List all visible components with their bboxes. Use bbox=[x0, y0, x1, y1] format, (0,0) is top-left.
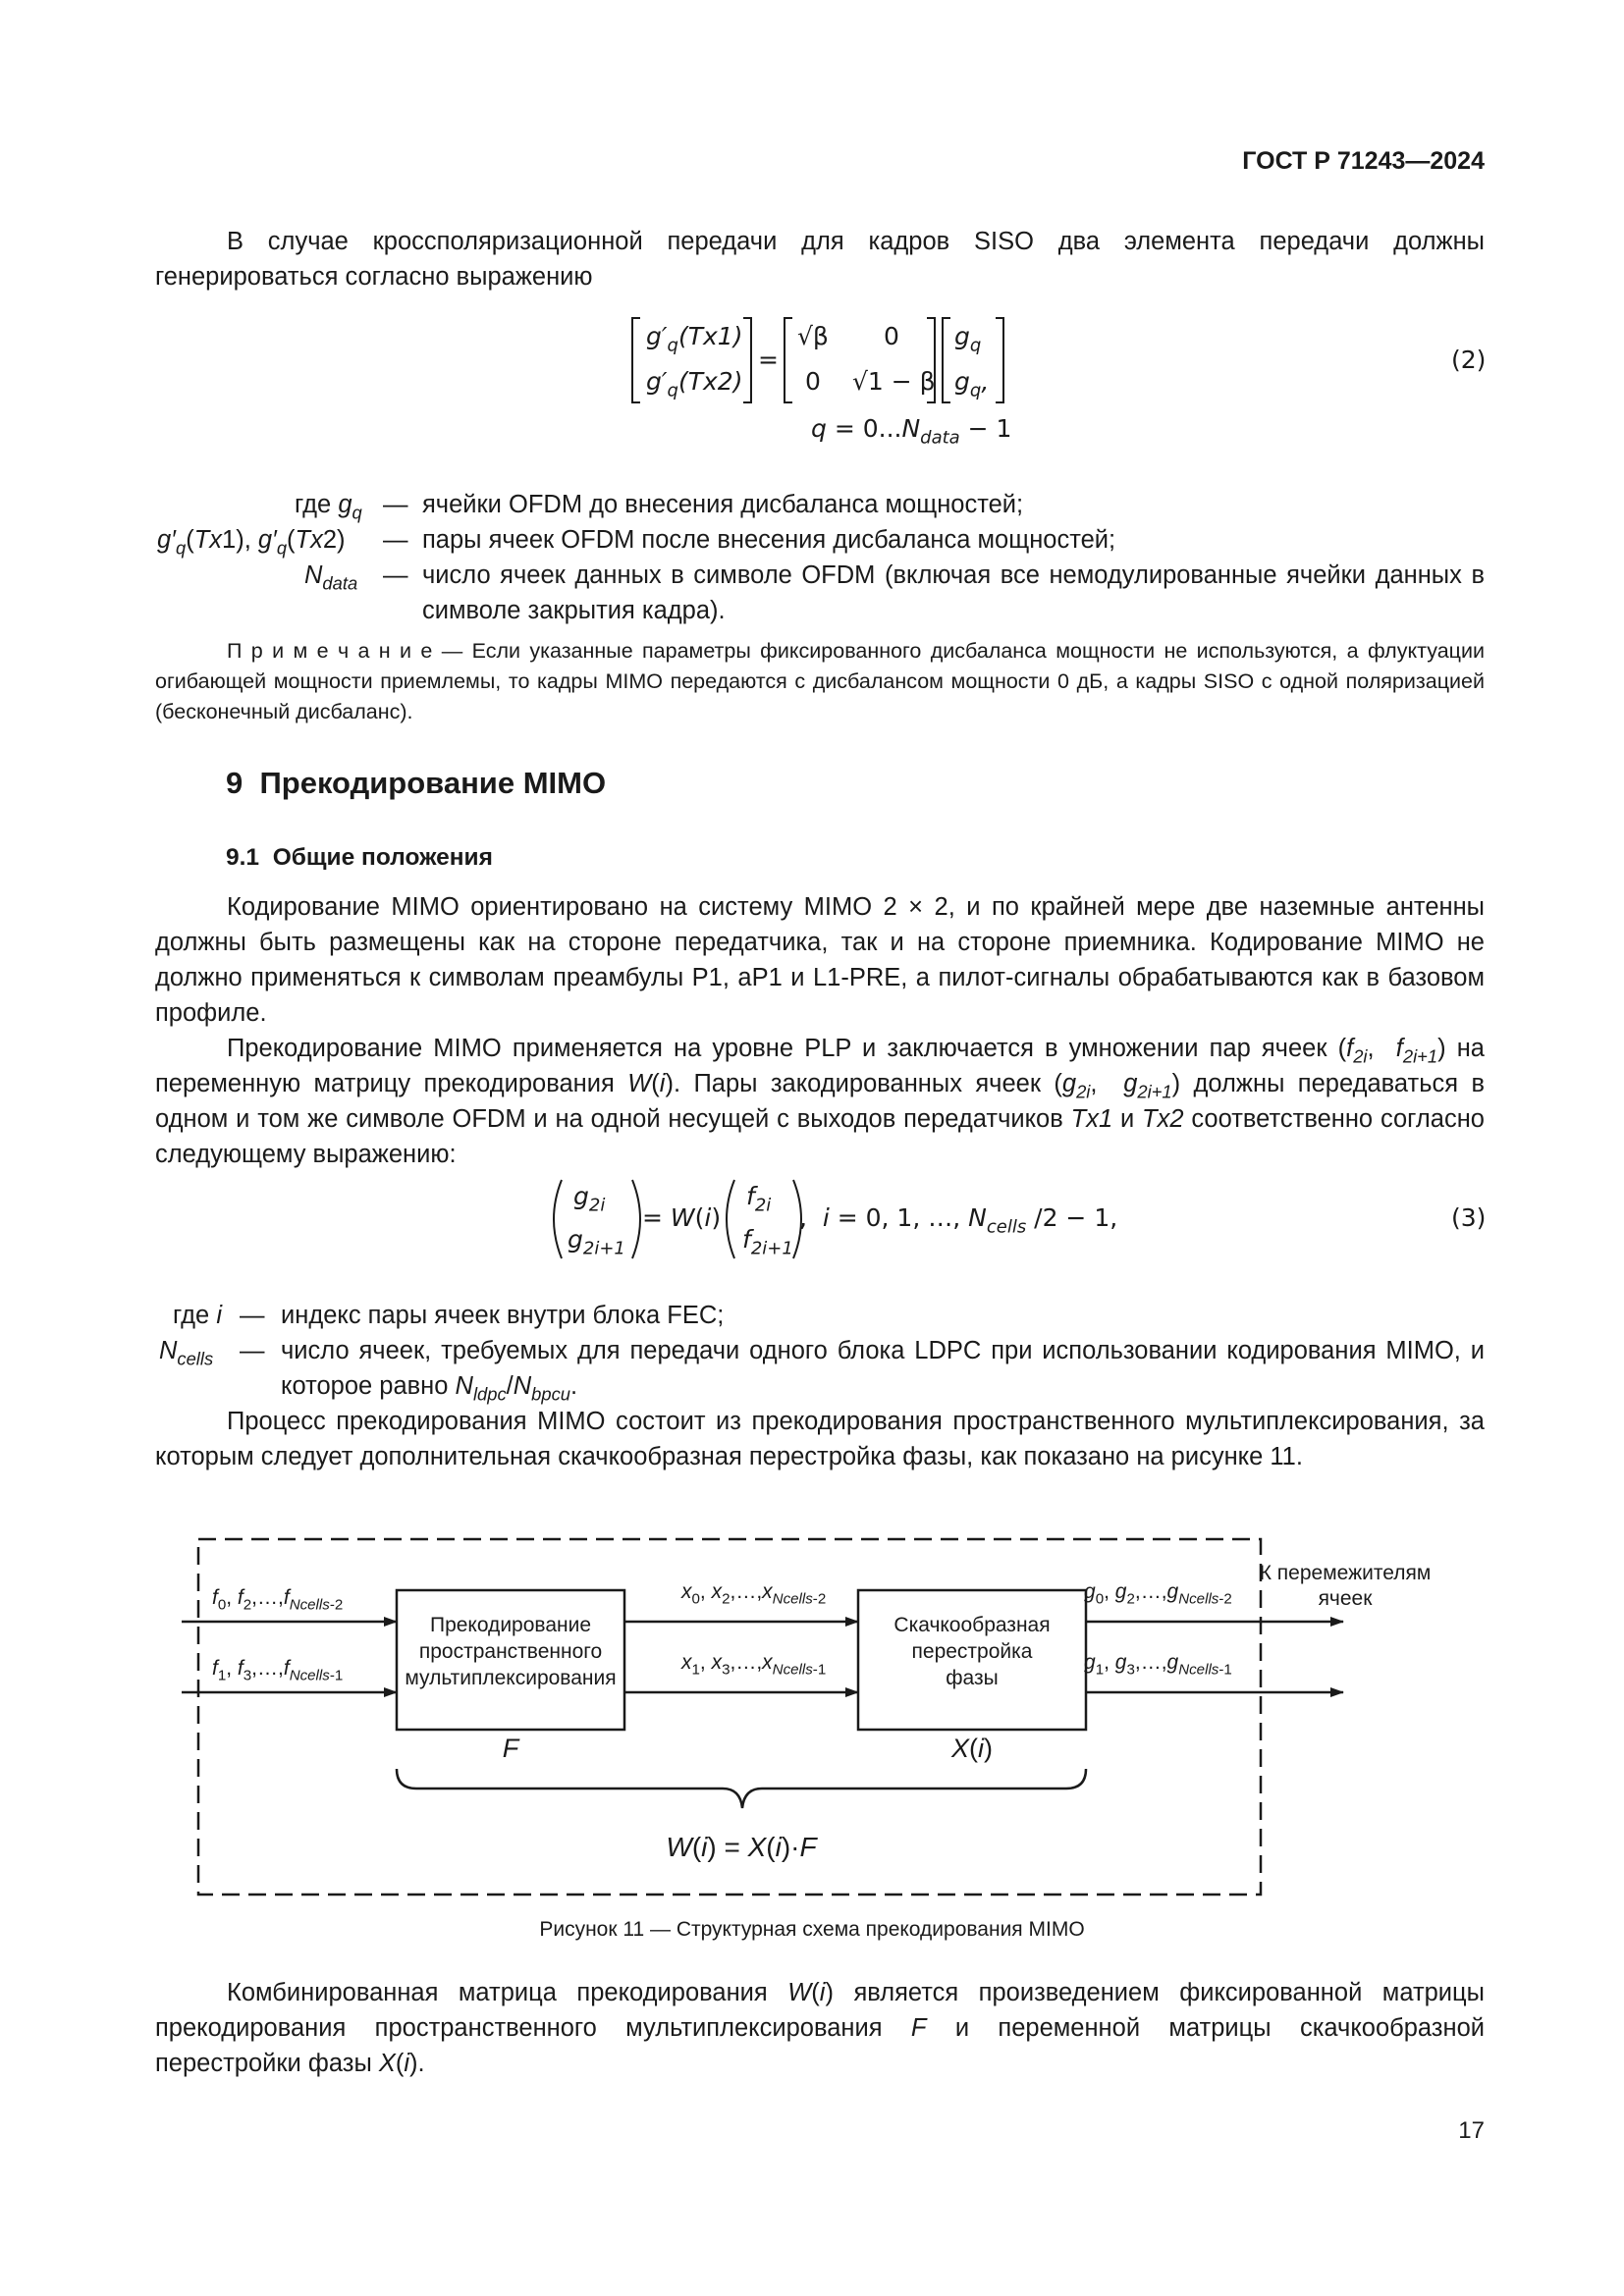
def-ndata-dash: — bbox=[383, 561, 408, 589]
page-number: 17 bbox=[1458, 2117, 1485, 2144]
paragraph-process: Процесс прекодирования MIMO состоит из прекодирования пространственного мультиплексирования, за которым следует дополнительная скачкообразная перестройка фазы, как показано на рисунке 11. bbox=[155, 1408, 1485, 1470]
eq2-m12: 0 bbox=[884, 322, 899, 350]
def-gq-dash: — bbox=[383, 491, 408, 518]
def-gq-text: ячейки OFDM до внесения дисбаланса мощностей; bbox=[422, 491, 1024, 518]
section-heading: 9 Прекодирование MIMO bbox=[226, 766, 607, 800]
paragraph-mimo-intro: Кодирование MIMO ориентировано на систему MIMO 2 × 2, и по крайней мере две наземные антенны должны быть размещены как на стороне передатчика, так и на стороне приемника. Кодирование MIMO не должно применяться к символам преамбулы P1, aP1 и L1-PRE, а пилот-сигналы обрабатываются как в базовом профиле. Прекодирование MIMO применяется на уровне PLP и заключается в умножении пар ячеек ($f_{2i}$, $f_{2i+1}$) на переменную матрицу прекодирования W(i). Пары закодированных ячеек ($g_{2i}$, $g_{2i+1}$) должны передаваться в одном и том же символе OFDM и на одной несущей с выходов передатчиков Tx1 и Tx2 соответственно согласно следующему выражению: bbox=[155, 889, 1485, 1172]
eq2-range: $q = 0...N_{data} - 1$ bbox=[811, 414, 1012, 449]
def-ncells-term: $N_{cells}$ bbox=[159, 1337, 214, 1369]
eq2-number: (2) bbox=[1451, 346, 1487, 374]
label-input-top: $f_0$, $f_2,\dots,f_{Ncells-2}$ bbox=[212, 1586, 344, 1614]
eq3-rhs-bottom: $f_{2i+1}$ bbox=[742, 1225, 793, 1259]
def-ndata-term: $N_{data}$ bbox=[304, 561, 358, 594]
eq3-rhs-top: $f_{2i}$ bbox=[746, 1182, 772, 1216]
eq2-m21: 0 bbox=[805, 367, 821, 396]
figure-11-diagram bbox=[0, 1531, 1624, 1904]
def-ncells-text: число ячеек, требуемых для передачи одного блока LDPC при использовании кодирования MIMO, и которое равно $N_{ldpc}/N_{bpcu}$. bbox=[281, 1337, 1485, 1405]
def-gprime-text: пары ячеек OFDM после внесения дисбаланса мощностей; bbox=[422, 526, 1116, 554]
label-output-bottom: $g_1$, $g_3,\dots,g_{Ncells-1}$ bbox=[1084, 1651, 1232, 1679]
def-i-term: где i bbox=[173, 1302, 222, 1329]
equation-3 bbox=[0, 1174, 1624, 1268]
eq3-lhs-bottom: $g_{2i+1}$ bbox=[568, 1225, 625, 1259]
eq2-lhs-top: $g'_q(Tx1)$ bbox=[646, 322, 743, 356]
document-id: ГОСТ Р 71243—2024 bbox=[1242, 147, 1485, 175]
subsection-heading: 9.1 Общие положения bbox=[226, 844, 493, 871]
label-output-top: $g_0$, $g_2,\dots,g_{Ncells-2}$ bbox=[1084, 1580, 1232, 1608]
label-Xi: X(i) bbox=[950, 1734, 993, 1763]
brace bbox=[397, 1769, 1086, 1808]
equation-2 bbox=[0, 312, 1624, 459]
figure-caption: Рисунок 11 — Структурная схема прекодирования MIMO bbox=[539, 1918, 1085, 1941]
def-gq-term: где $g_q$ bbox=[295, 491, 362, 523]
eq3-lhs-top: $g_{2i}$ bbox=[573, 1182, 606, 1216]
def-gprime-term: $g'_q(Tx1)$, $g'_q(Tx2)$ bbox=[157, 526, 346, 559]
def-i-text: индекс пары ячеек внутри блока FEC; bbox=[281, 1302, 725, 1329]
eq3-number: (3) bbox=[1451, 1203, 1487, 1232]
def-i-dash: — bbox=[240, 1302, 265, 1329]
paragraph-final: Комбинированная матрица прекодирования W(i) является произведением фиксированной матрицы прекодирования пространственного мультиплексирования F и переменной матрицы скачкообразной перестройки фазы X(i). bbox=[155, 1979, 1486, 2077]
eq2-equals: = bbox=[758, 346, 779, 374]
note-label: П р и м е ч а н и е bbox=[227, 639, 433, 663]
eq2-rhs-bottom: $g_q$, bbox=[954, 367, 990, 401]
paragraph-cross-polarization: В случае кроссполяризационной передачи для кадров SISO два элемента передачи должны генерироваться согласно выражению bbox=[155, 228, 1485, 291]
def-gprime-dash: — bbox=[383, 526, 408, 554]
eq3-equals: = W(i) bbox=[642, 1203, 722, 1232]
note bbox=[155, 636, 1485, 727]
eq3-range: , i = 0, 1, …, $N_{cells}$ /2 − 1, bbox=[799, 1203, 1118, 1238]
eq2-m11: √β bbox=[797, 322, 829, 350]
label-destination: К перемежителям ячеек bbox=[1259, 1562, 1432, 1610]
note-text: — Если указанные параметры фиксированного дисбаланса мощности не используются, а флуктуации огибающей мощности приемлемы, то кадры MIMO передаются с дисбалансом мощности 0 дБ, а кадры SISO с одной поляризацией (бесконечный дисбаланс). bbox=[155, 639, 1485, 723]
label-input-bottom: $f_1$, $f_3,\dots,f_{Ncells-1}$ bbox=[212, 1657, 344, 1684]
def-ncells-dash: — bbox=[240, 1337, 265, 1364]
eq2-m22: √1 − β bbox=[852, 367, 936, 396]
label-mid-top: $x_0$, $x_2,\dots,x_{Ncells-2}$ bbox=[681, 1580, 827, 1608]
block-spatial-multiplexing-text: Прекодирование пространственного мультиплексирования bbox=[405, 1614, 617, 1689]
block-phase-hopping-text: Скачкообразная перестройка фазы bbox=[893, 1614, 1051, 1689]
eq2-rhs-top: $g_q$ bbox=[954, 322, 982, 356]
paragraph-mimo-precoding: Прекодирование MIMO применяется на уровне PLP и заключается в умножении пар ячеек ($f_{2i}$, $f_{2i+1}$) на переменную матрицу прекодирования W(i). Пары закодированных ячеек ($g_{2i}$, $g_{2i+1}$) должны передаваться в одном и том же символе OFDM и на одной несущей с выходов передатчиков Tx1 и Tx2 соответственно согласно следующему выражению: bbox=[155, 1035, 1485, 1168]
eq2-lhs-bottom: $g'_q(Tx2)$ bbox=[646, 367, 743, 401]
def-ndata-text: число ячеек данных в символе OFDM (включая все немодулированные ячейки данных в символе закрытия кадра). bbox=[422, 561, 1485, 624]
label-mid-bottom: $x_1$, $x_3,\dots,x_{Ncells-1}$ bbox=[681, 1651, 827, 1679]
formula-W: W(i) = X(i)·F bbox=[666, 1832, 817, 1862]
label-F: F bbox=[502, 1734, 519, 1763]
